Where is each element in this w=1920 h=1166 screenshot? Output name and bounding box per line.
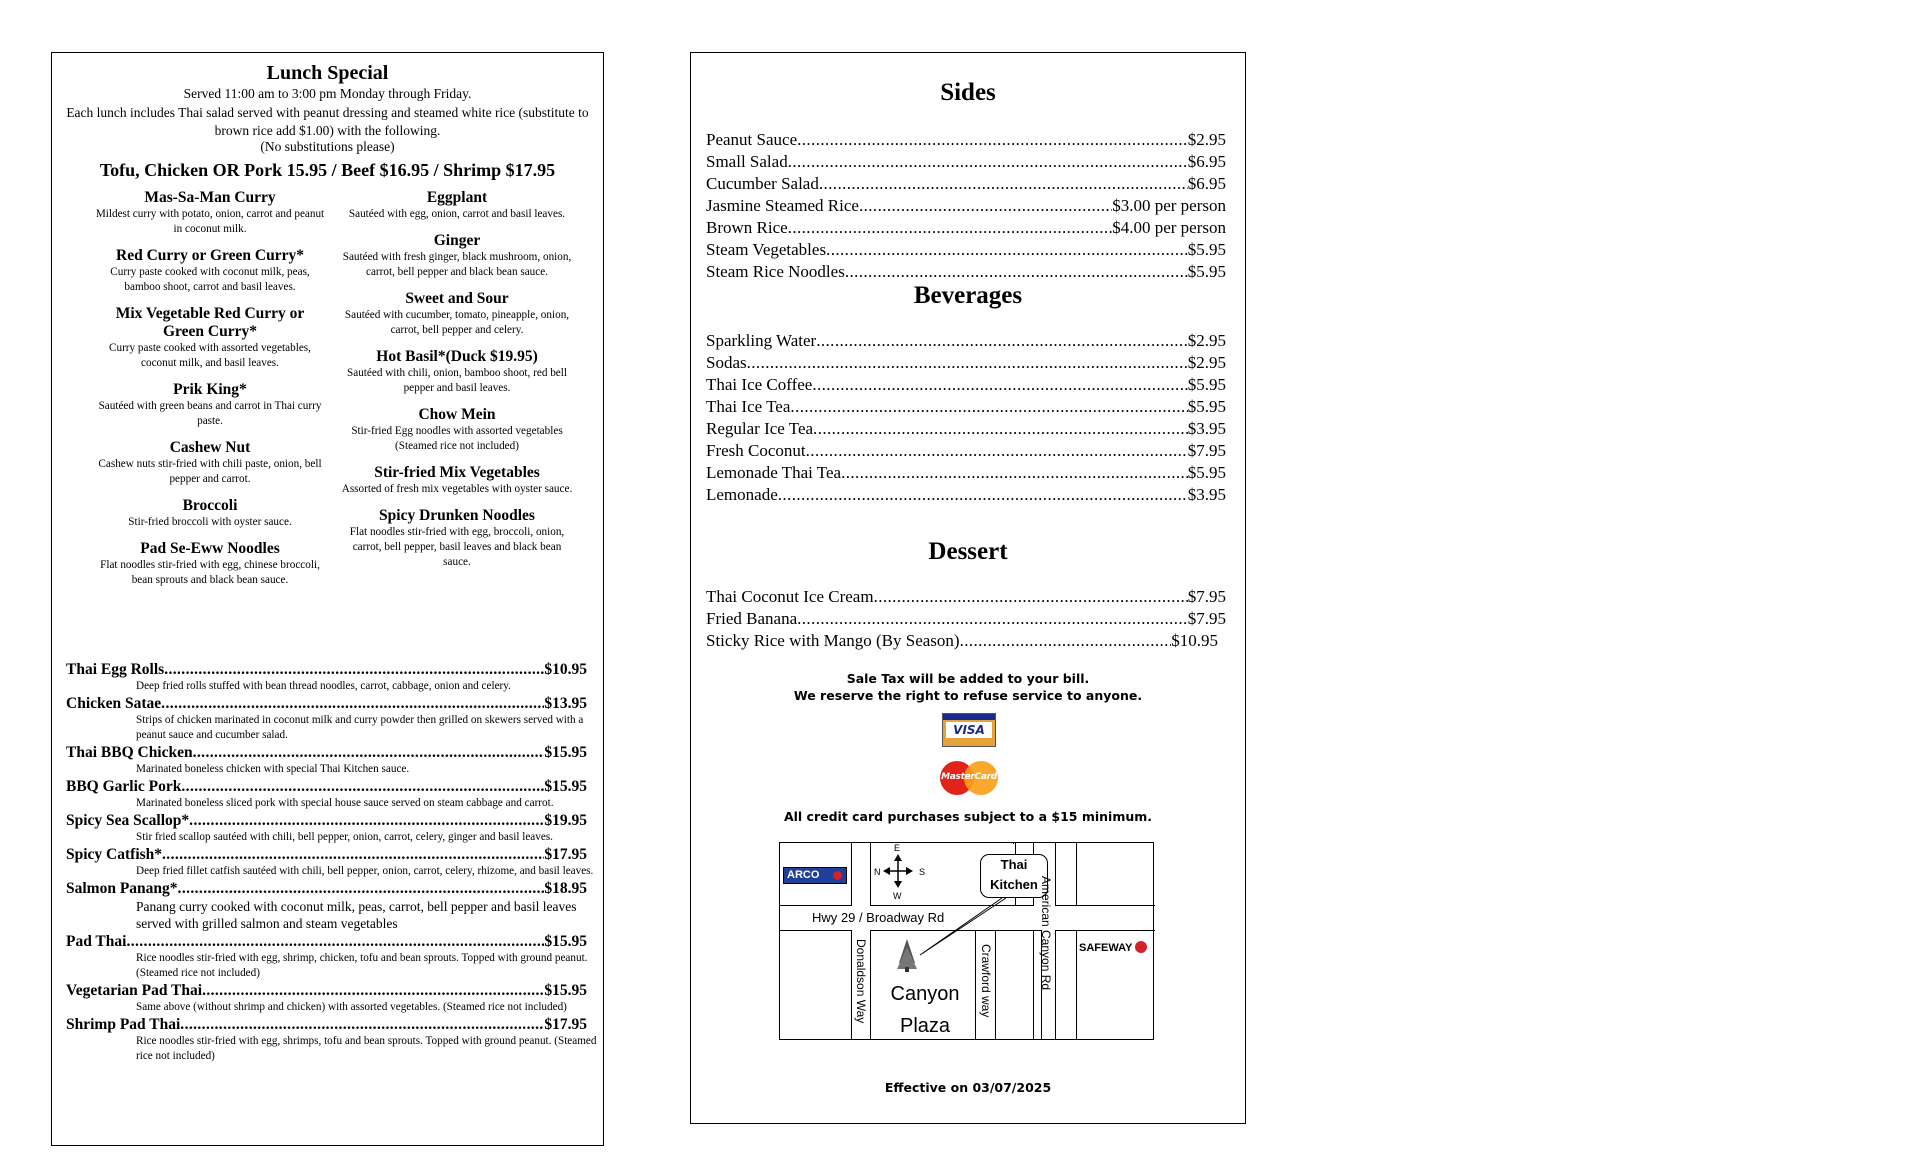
entree-description: Deep fried fillet catfish sautéed with chili, bell pepper, onion, carrot, celery, rhizome, and basil leaves. [136, 865, 594, 877]
dish-item [339, 189, 575, 222]
dish-item [94, 305, 326, 371]
donaldson-way-label: Donaldson Way [854, 939, 868, 1024]
entree-description: Rice noodles stir-fried with egg, shrimps, tofu and bean sprouts. Topped with ground peanut. (Steamed rice not included) [136, 1035, 597, 1062]
safeway-label: SAFEWAY [1079, 942, 1133, 954]
dish-item [339, 507, 575, 570]
menu-row [706, 261, 1226, 283]
location-map [779, 842, 1154, 1040]
beverages-title: Beverages [913, 282, 1023, 309]
dish-description: Flat noodles stir-fried with egg, broccoli, onion, carrot, bell pepper, basil leaves and black bean sauce. [349, 526, 565, 568]
dish-description: Sautéed with fresh ginger, black mushroom, onion, carrot, bell pepper and black bean sauce. [342, 251, 572, 278]
item-name: Cucumber Salad [706, 174, 819, 193]
menu-row [706, 151, 1226, 173]
entree-price: $15.95 [544, 778, 587, 795]
item-name: Fried Banana [706, 609, 798, 628]
item-price: $5.95 [1187, 463, 1226, 482]
compass-w: W [893, 891, 902, 901]
item-price: $4.00 per person [1112, 218, 1226, 237]
dish-item [94, 439, 326, 487]
menu-row [706, 129, 1226, 151]
menu-row [706, 586, 1226, 608]
item-price: $2.95 [1187, 130, 1226, 149]
item-name: Steam Rice Noodles [706, 262, 845, 281]
entree-name: Thai Egg Rolls [66, 661, 165, 678]
dish-name: Prik King* [173, 381, 247, 398]
dish-description: Mildest curry with potato, onion, carrot and peanut in coconut milk. [95, 208, 325, 235]
item-price: $7.95 [1187, 587, 1226, 606]
entree-item [66, 933, 606, 981]
sides-title: Sides [940, 79, 996, 106]
item-price: $5.95 [1187, 240, 1226, 259]
entree-price: $15.95 [544, 933, 587, 950]
item-name: Sticky Rice with Mango (By Season) [706, 631, 960, 650]
menu-row [706, 484, 1226, 506]
dish-item [94, 497, 326, 530]
entree-name: Thai BBQ Chicken [66, 744, 193, 761]
compass-s: S [919, 867, 926, 877]
item-name: Thai Coconut Ice Cream [706, 587, 874, 606]
beverages-list [706, 330, 1226, 506]
entree-name: Spicy Catfish* [66, 846, 163, 863]
entree-description: Rice noodles stir-fried with egg, shrimp, chicken, tofu and bean sprouts. Topped with ground peanut. (Steamed rice not included) [136, 952, 588, 979]
mastercard-icon [940, 761, 998, 795]
menu-row [706, 462, 1226, 484]
dish-item [339, 464, 575, 497]
entree-description: Same above (without shrimp and chicken) with assorted vegetables. (Steamed rice not included) [136, 1001, 567, 1013]
dessert-list [706, 586, 1226, 652]
item-name: Thai Ice Tea [706, 397, 791, 416]
item-price: $2.95 [1187, 331, 1226, 350]
menu-row [706, 418, 1226, 440]
item-name: Lemonade Thai Tea [706, 463, 842, 482]
effective-date: Effective on 03/07/2025 [884, 1080, 1052, 1095]
item-name: Brown Rice [706, 218, 788, 237]
dish-item [339, 232, 575, 280]
item-price: $5.95 [1187, 262, 1226, 281]
dish-name: Ginger [433, 232, 481, 249]
entree-item [66, 846, 606, 879]
lunch-dishes-right-column [339, 189, 575, 580]
dish-item [339, 348, 575, 396]
entree-item [66, 812, 606, 845]
item-price: $3.95 [1187, 419, 1226, 438]
dish-name: Chow Mein [418, 406, 496, 423]
item-price: $7.95 [1187, 441, 1226, 460]
item-price: $3.95 [1187, 485, 1226, 504]
menu-row [706, 173, 1226, 195]
lunch-menu-panel [51, 52, 604, 1146]
compass-e: E [894, 843, 901, 853]
menu-row [706, 608, 1226, 630]
item-price: $2.95 [1187, 353, 1226, 372]
entree-name: BBQ Garlic Pork [66, 778, 182, 795]
lunch-price-tiers: Tofu, Chicken OR Pork 15.95 / Beef $16.95 / Shrimp $17.95 [99, 160, 556, 180]
dish-description: Curry paste cooked with coconut milk, peas, bamboo shoot, carrot and basil leaves. [110, 266, 310, 293]
callout-line-1: Thai [1000, 857, 1028, 872]
plaza-line-2: Plaza [899, 1015, 951, 1037]
sides-list [706, 129, 1226, 283]
entree-price: $17.95 [544, 1016, 587, 1033]
dish-description: Flat noodles stir-fried with egg, chinese broccoli, bean sprouts and black bean sauce. [100, 559, 320, 586]
item-name: Thai Ice Coffee [706, 375, 813, 394]
dish-description: Sautéed with egg, onion, carrot and basil leaves. [348, 208, 566, 220]
sales-tax-note: Sale Tax will be added to your bill. [846, 671, 1090, 686]
item-price: $7.95 [1187, 609, 1226, 628]
dish-description: Curry paste cooked with assorted vegetables, coconut milk, and basil leaves. [109, 342, 311, 369]
dish-item [94, 247, 326, 295]
entree-name: Vegetarian Pad Thai [66, 982, 203, 999]
served-hours: Served 11:00 am to 3:00 pm Monday through Friday. [183, 86, 472, 101]
dish-name: Sweet and Sour [405, 290, 509, 307]
entree-description: Deep fried rolls stuffed with bean thread noodles, carrot, cabbage, onion and celery. [136, 680, 511, 692]
entree-price: $19.95 [544, 812, 587, 829]
dish-description: Cashew nuts stir-fried with chili paste, onion, bell pepper and carrot. [98, 458, 322, 485]
entree-item [66, 982, 606, 1015]
entree-description: Stir fried scallop sautéed with chili, bell pepper, onion, carrot, celery, ginger and basil leaves. [136, 831, 553, 843]
entree-price-list [66, 661, 606, 1065]
menu-row [706, 239, 1226, 261]
entree-price: $15.95 [544, 982, 587, 999]
item-price: $6.95 [1187, 152, 1226, 171]
item-price: $6.95 [1187, 174, 1226, 193]
dish-description: Assorted of fresh mix vegetables with oyster sauce. [341, 483, 573, 495]
item-name: Peanut Sauce [706, 130, 798, 149]
lunch-special-title: Lunch Special [266, 62, 389, 84]
entree-item [66, 778, 606, 811]
dish-name: Pad Se-Eww Noodles [140, 540, 280, 557]
safeway-logo [1079, 941, 1147, 954]
item-name: Jasmine Steamed Rice [706, 196, 859, 215]
refuse-service-note: We reserve the right to refuse service to anyone. [793, 688, 1143, 703]
item-price: $5.95 [1187, 397, 1226, 416]
menu-row [706, 374, 1226, 396]
visa-label: VISA [946, 722, 992, 738]
entree-price: $13.95 [544, 695, 587, 712]
visa-card-icon [942, 713, 996, 747]
entree-item [66, 661, 606, 694]
dish-description: Sautéed with cucumber, tomato, pineapple, onion, carrot, bell pepper and celery. [344, 309, 570, 336]
entree-description: Strips of chicken marinated in coconut milk and curry powder then grilled on skewers served with a peanut sauce and cucumber salad. [136, 714, 584, 741]
entree-name: Shrimp Pad Thai [66, 1016, 181, 1033]
menu-row [706, 330, 1226, 352]
item-name: Small Salad [706, 152, 788, 171]
dish-name: Eggplant [426, 189, 488, 206]
item-price: $10.95 [1171, 631, 1218, 650]
menu-row [706, 440, 1226, 462]
dish-item [339, 406, 575, 454]
item-price: $3.00 per person [1112, 196, 1226, 215]
sides-beverages-panel [690, 52, 1246, 1124]
mastercard-label: MasterCard [941, 772, 997, 782]
menu-row [706, 396, 1226, 418]
dish-description: Stir-fried broccoli with oyster sauce. [128, 516, 292, 528]
arco-label: ARCO [787, 869, 820, 881]
item-name: Fresh Coconut [706, 441, 806, 460]
entree-name: Spicy Sea Scallop* [66, 812, 190, 829]
entree-item [66, 1016, 606, 1064]
crawford-way-label: Crawford way [979, 944, 993, 1018]
menu-row [706, 195, 1226, 217]
dish-item [94, 381, 326, 429]
american-canyon-rd-label: American Canyon Rd [1039, 876, 1053, 991]
dish-name: Red Curry or Green Curry* [116, 247, 304, 264]
entree-item [66, 880, 606, 932]
lunch-includes: Each lunch includes Thai salad served with peanut dressing and steamed white rice (substitute to brown rice add $1.00) with the following. [66, 105, 589, 138]
entree-item [66, 695, 606, 743]
item-name: Steam Vegetables [706, 240, 827, 259]
credit-card-minimum-note: All credit card purchases subject to a $15 minimum. [783, 809, 1153, 824]
dish-item [94, 189, 326, 237]
dessert-title: Dessert [928, 538, 1008, 565]
dish-description: Stir-fried Egg noodles with assorted vegetables (Steamed rice not included) [351, 425, 563, 452]
dish-name: Hot Basil*(Duck $19.95) [376, 348, 538, 365]
item-name: Lemonade [706, 485, 778, 504]
no-substitutions-note: (No substitutions please) [260, 139, 395, 154]
dish-name: Cashew Nut [169, 439, 251, 456]
highway-label: Hwy 29 / Broadway Rd [812, 910, 945, 925]
entree-item [66, 744, 606, 777]
entree-price: $17.95 [544, 846, 587, 863]
item-name: Sparkling Water [706, 331, 817, 350]
dish-item [339, 290, 575, 338]
item-name: Regular Ice Tea [706, 419, 814, 438]
lunch-dishes-left-column [94, 189, 326, 598]
entree-description: Marinated boneless sliced pork with special house sauce served on steam cabbage and carrot. [136, 797, 554, 809]
item-price: $5.95 [1187, 375, 1226, 394]
plaza-label [875, 978, 975, 1042]
dish-name: Broccoli [182, 497, 238, 514]
entree-price: $18.95 [544, 880, 587, 897]
menu-row [706, 217, 1226, 239]
safeway-emblem-icon [1135, 941, 1147, 953]
dish-name: Spicy Drunken Noodles [379, 507, 535, 524]
item-name: Sodas [706, 353, 747, 372]
entree-description: Marinated boneless chicken with special Thai Kitchen sauce. [136, 763, 410, 775]
entree-name: Salmon Panang* [66, 880, 178, 897]
plaza-line-1: Canyon [890, 983, 960, 1005]
entree-price: $15.95 [544, 744, 587, 761]
entree-name: Pad Thai [66, 933, 127, 950]
dish-item [94, 540, 326, 588]
entree-price: $10.95 [544, 661, 587, 678]
menu-row [706, 352, 1226, 374]
dish-description: Sautéed with chili, onion, bamboo shoot, red bell pepper and basil leaves. [347, 367, 567, 394]
entree-name: Chicken Satae [66, 695, 162, 712]
menu-row [706, 630, 1218, 652]
dish-name: Mix Vegetable Red Curry or Green Curry* [115, 305, 305, 340]
dish-name: Stir-fried Mix Vegetables [374, 464, 540, 481]
dish-description: Sautéed with green beans and carrot in Thai curry paste. [98, 400, 322, 427]
callout-line-2: Kitchen [990, 877, 1038, 892]
dish-name: Mas-Sa-Man Curry [144, 189, 276, 206]
compass-n: N [874, 867, 881, 877]
plaza-tree-icon [895, 937, 919, 973]
entree-description: Panang curry cooked with coconut milk, peas, carrot, bell pepper and basil leaves served with grilled salmon and steam vegetables [136, 899, 577, 931]
